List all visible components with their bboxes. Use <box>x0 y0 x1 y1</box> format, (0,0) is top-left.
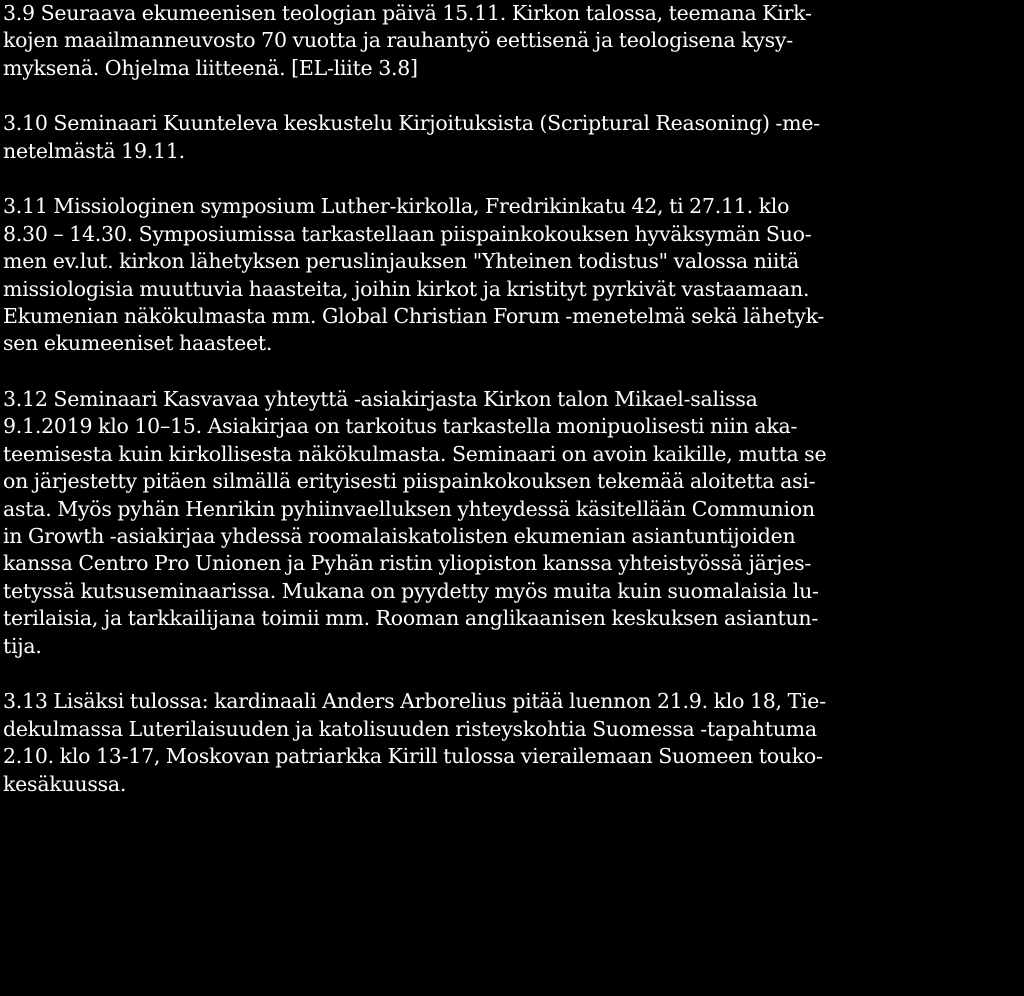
text-line: kesäkuussa. <box>3 771 127 796</box>
paragraph-3-9 <box>3 0 1018 82</box>
text-line: kanssa Centro Pro Unionen ja Pyhän ristin yliopiston kanssa yhteistyössä järjes- <box>3 551 812 576</box>
text-line: 3.12 Seminaari Kasvavaa yhteyttä -asiakirjasta Kirkon talon Mikael-salissa <box>3 387 758 412</box>
text-line: tija. <box>3 633 42 658</box>
text-line: 3.10 Seminaari Kuunteleva keskustelu Kirjoituksista (Scriptural Reasoning) -me- <box>3 111 820 136</box>
text-line: 2.10. klo 13-17, Moskovan patriarkka Kirill tulossa vierailemaan Suomeen touko- <box>3 744 823 769</box>
paragraph-3-11 <box>3 193 1018 357</box>
text-line: 9.1.2019 klo 10–15. Asiakirjaa on tarkoitus tarkastella monipuolisesti niin aka- <box>3 414 798 439</box>
text-line: terilaisia, ja tarkkailijana toimii mm. Rooman anglikaanisen keskuksen asiantun- <box>3 606 819 631</box>
text-line: dekulmassa Luterilaisuuden ja katolisuuden risteyskohtia Suomessa -tapahtuma <box>3 716 817 741</box>
text-line: teemisesta kuin kirkollisesta näkökulmasta. Seminaari on avoin kaikille, mutta se <box>3 441 827 466</box>
text-line: Ekumenian näkökulmasta mm. Global Christian Forum -menetelmä sekä lähetyk- <box>3 304 825 329</box>
text-line: missiologisia muuttuvia haasteita, joihin kirkot ja kristityt pyrkivät vastaamaan. <box>3 276 810 301</box>
text-line: 3.9 Seuraava ekumeenisen teologian päivä 15.11. Kirkon talossa, teemana Kirk- <box>3 1 812 25</box>
text-line: in Growth -asiakirjaa yhdessä roomalaiskatolisten ekumenian asiantuntijoiden <box>3 524 796 549</box>
text-line: kojen maailmanneuvosto 70 vuotta ja rauhantyö eettisenä ja teologisena kysy- <box>3 28 793 53</box>
text-line: tetyssä kutsuseminaarissa. Mukana on pyydetty myös muita kuin suomalaisia lu- <box>3 578 819 603</box>
paragraph-3-12 <box>3 386 1018 660</box>
text-line: sen ekumeeniset haasteet. <box>3 331 273 356</box>
text-line: myksenä. Ohjelma liitteenä. [EL-liite 3.8] <box>3 55 418 80</box>
text-line: 3.11 Missiologinen symposium Luther-kirkolla, Fredrikinkatu 42, ti 27.11. klo <box>3 194 790 219</box>
text-line: netelmästä 19.11. <box>3 138 185 163</box>
text-line: 8.30 – 14.30. Symposiumissa tarkastellaan piispainkokouksen hyväksymän Suo- <box>3 221 812 246</box>
text-line: on järjestetty pitäen silmällä erityisesti piispainkokouksen tekemää aloitetta asi- <box>3 469 816 494</box>
paragraph-3-13 <box>3 688 1018 798</box>
text-line: 3.13 Lisäksi tulossa: kardinaali Anders Arborelius pitää luennon 21.9. klo 18, Tie- <box>3 689 826 714</box>
text-line: men ev.lut. kirkon lähetyksen peruslinjauksen "Yhteinen todistus" valossa niitä <box>3 249 800 274</box>
text-line: asta. Myös pyhän Henrikin pyhiinvaelluksen yhteydessä käsitellään Communion <box>3 496 815 521</box>
paragraph-3-10 <box>3 110 1018 165</box>
